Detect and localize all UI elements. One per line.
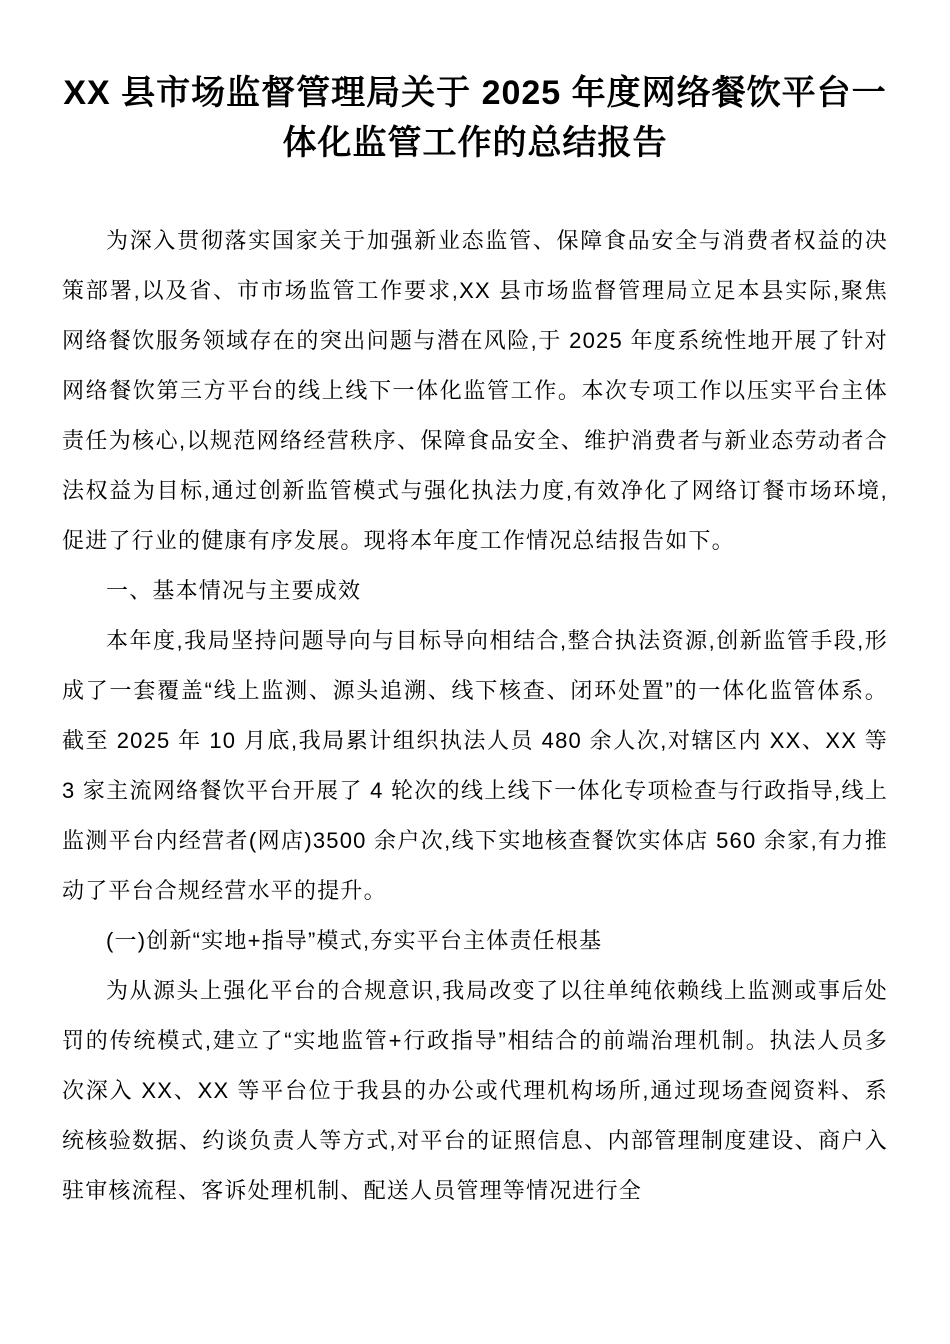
intro-paragraph: 为深入贯彻落实国家关于加强新业态监管、保障食品安全与消费者权益的决策部署,以及省、市市场监管工作要求,XX 县市场监督管理局立足本县实际,聚焦网络餐饮服务领域存在的突出问题与潜在风险,于 2025 年度系统性地开展了针对网络餐饮第三方平台的线上线下一体化监管工作。本次专项工作以压实平台主体责任为核心,以规范网络经营秩序、保障食品安全、维护消费者与新业态劳动者合法权益为目标,通过创新监管模式与强化执法力度,有效净化了网络订餐市场环境,促进了行业的健康有序发展。现将本年度工作情况总结报告如下。 — [62, 228, 888, 553]
subsection-heading-1-1: (一)创新“实地+指导”模式,夯实平台主体责任根基 — [106, 928, 603, 953]
section-1-paragraph: 本年度,我局坚持问题导向与目标导向相结合,整合执法资源,创新监管手段,形成了一套覆盖“线上监测、源头追溯、线下核查、闭环处置”的一体化监管体系。截至 2025 年 10 月底,我局累计组织执法人员 480 余人次,对辖区内 XX、XX 等 3 家主流网络餐饮平台开展了 4 轮次的线上线下一体化专项检查与行政指导,线上监测平台内经营者(网店)3500 余户次,线下实地核查餐饮实体店 560 余家,有力推动了平台合规经营水平的提升。 — [62, 628, 888, 903]
subsection-1-1-paragraph: 为从源头上强化平台的合规意识,我局改变了以往单纯依赖线上监测或事后处罚的传统模式,建立了“实地监管+行政指导”相结合的前端治理机制。执法人员多次深入 XX、XX 等平台位于我县的办公或代理机构场所,通过现场查阅资料、系统核验数据、约谈负责人等方式,对平台的证照信息、内部管理制度建设、商户入驻审核流程、客诉处理机制、配送人员管理等情况进行全 — [62, 978, 888, 1203]
document-title-line-2: 体化监管工作的总结报告 — [282, 124, 668, 162]
section-heading-1: 一、基本情况与主要成效 — [106, 578, 362, 603]
document-title-line-1: XX 县市场监督管理局关于 2025 年度网络餐饮平台一 — [63, 74, 887, 112]
document-title — [62, 68, 888, 168]
